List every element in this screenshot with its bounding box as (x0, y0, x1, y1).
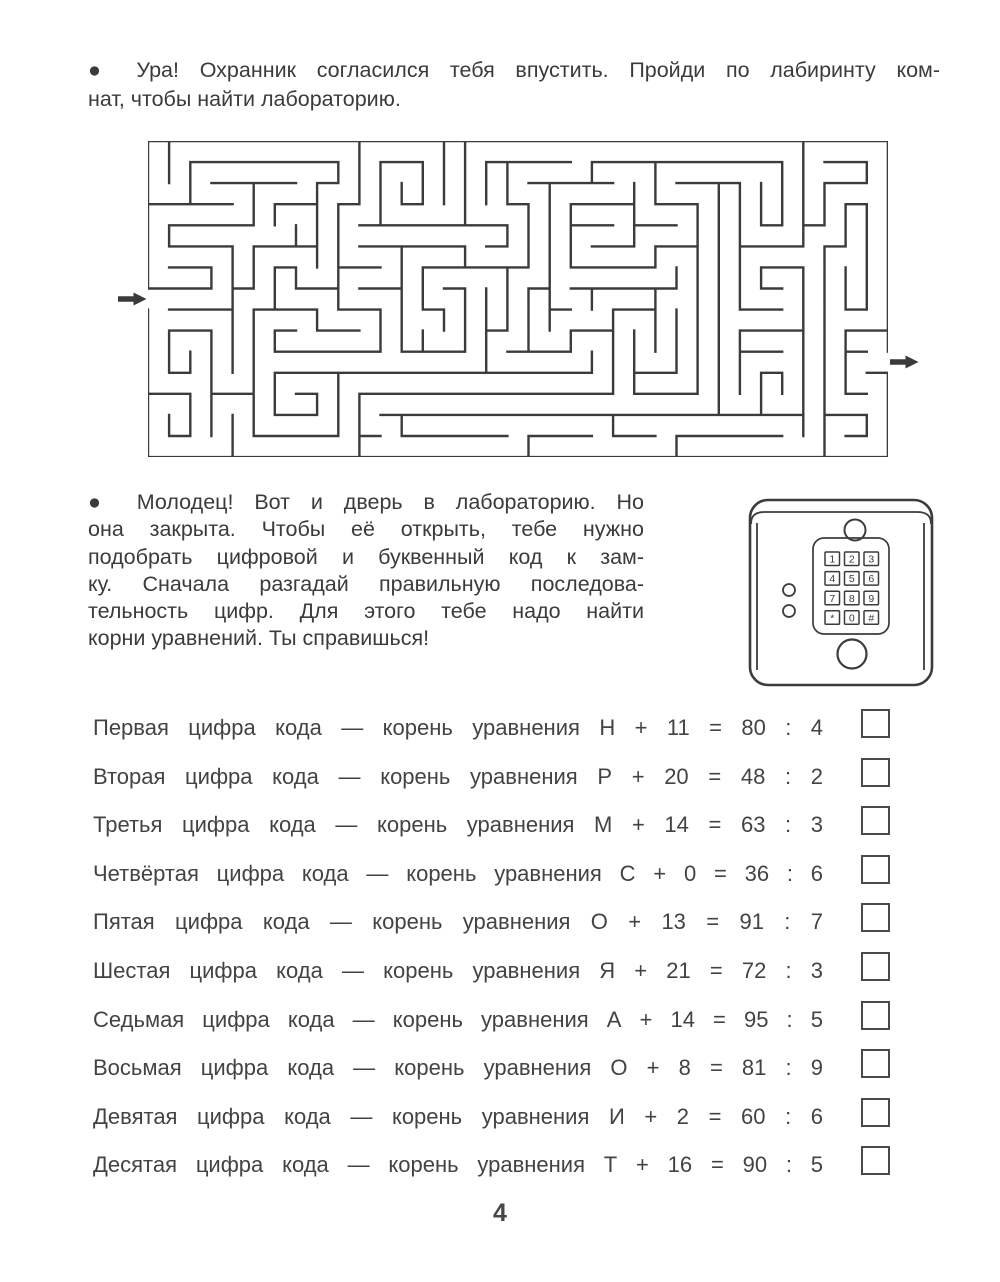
lock-top-seam (751, 512, 931, 524)
equation-row (93, 996, 890, 1045)
keypad-key-label: 4 (829, 573, 836, 586)
paragraph-line: ку. Сначала разгадай правильную последова- (88, 571, 644, 596)
paragraph-line: тельность цифр. Для этого тебе надо найти (88, 599, 644, 624)
lock-doorbell-button (838, 640, 867, 669)
equation-row (93, 947, 890, 996)
answer-box[interactable] (861, 1049, 890, 1078)
keypad-key-label: 2 (848, 553, 855, 566)
equation-text: Четвёртая цифра кода — корень уравнения С + 0 = 36 : 6 (93, 860, 823, 886)
equations-list (93, 704, 890, 1190)
maze-block (148, 141, 888, 457)
answer-box[interactable] (861, 806, 890, 835)
equation-row (93, 850, 890, 899)
answer-box[interactable] (861, 709, 890, 738)
keypad-key-label: 8 (848, 592, 855, 605)
keypad-key-label: * (830, 612, 835, 625)
maze-exit-arrow-icon (890, 354, 919, 370)
door-paragraph (88, 489, 644, 653)
lock-led-bottom-icon (783, 605, 795, 617)
paragraph-line: подобрать цифровой и буквенный код к зам- (88, 544, 644, 569)
equation-row (93, 1141, 890, 1190)
equation-text: Седьмая цифра кода — корень уравнения А + 14 = 95 : 5 (93, 1006, 823, 1032)
equation-text: Десятая цифра кода — корень уравнения Т + 16 = 90 : 5 (93, 1152, 823, 1178)
paragraph-line: нат, чтобы найти лабораторию. (88, 87, 401, 111)
answer-box[interactable] (861, 758, 890, 787)
equation-text: Третья цифра кода — корень уравнения М + 14 = 63 : 3 (93, 812, 823, 838)
page-number: 4 (493, 1199, 507, 1227)
equation-row (93, 898, 890, 947)
paragraph-line: ● Ура! Охранник согласился тебя впустить. Пройди по лабиринту ком- (88, 58, 940, 82)
keypad-key-label: 3 (868, 553, 875, 566)
lock-body (750, 500, 932, 685)
equation-text: Восьмая цифра кода — корень уравнения О + 8 = 81 : 9 (93, 1055, 823, 1081)
keypad-keys (825, 552, 879, 624)
paragraph-line: ● Молодец! Вот и дверь в лабораторию. Но (88, 490, 644, 514)
keypad-key-label: 6 (868, 573, 875, 586)
answer-box[interactable] (861, 1146, 890, 1175)
keypad-key-label: 9 (868, 592, 875, 605)
maze (148, 141, 888, 457)
keypad-key-label: 1 (829, 553, 836, 566)
equation-row (93, 753, 890, 802)
equation-text: Пятая цифра кода — корень уравнения О + 13 = 91 : 7 (93, 909, 823, 935)
intro-paragraph (88, 56, 940, 114)
lock-led-top-icon (783, 584, 795, 596)
keypad-key-label: 7 (829, 592, 836, 605)
door-lock-graphic (745, 498, 937, 688)
answer-box[interactable] (861, 952, 890, 981)
answer-box[interactable] (861, 855, 890, 884)
maze-entrance-arrow-icon (118, 291, 147, 307)
paragraph-line: корни уравнений. Ты справишься! (88, 626, 430, 651)
equation-row (93, 1044, 890, 1093)
maze-walls (148, 141, 888, 457)
keypad-key-label: 0 (848, 612, 855, 625)
answer-box[interactable] (861, 1001, 890, 1030)
equation-row (93, 704, 890, 753)
answer-box[interactable] (861, 1098, 890, 1127)
door-lock-illustration (745, 498, 937, 688)
equation-text: Девятая цифра кода — корень уравнения И + 2 = 60 : 6 (93, 1103, 823, 1129)
equation-text: Вторая цифра кода — корень уравнения Р + 20 = 48 : 2 (93, 763, 823, 789)
equation-text: Шестая цифра кода — корень уравнения Я + 21 = 72 : 3 (93, 957, 823, 983)
equation-text: Первая цифра кода — корень уравнения Н + 11 = 80 : 4 (93, 715, 823, 740)
keypad-key-label: 5 (848, 573, 855, 586)
paragraph-line: она закрыта. Чтобы её открыть, тебе нужно (88, 517, 644, 542)
equation-row (93, 1093, 890, 1142)
equation-row (93, 801, 890, 850)
answer-box[interactable] (861, 903, 890, 932)
keypad-key-label: # (868, 612, 875, 625)
